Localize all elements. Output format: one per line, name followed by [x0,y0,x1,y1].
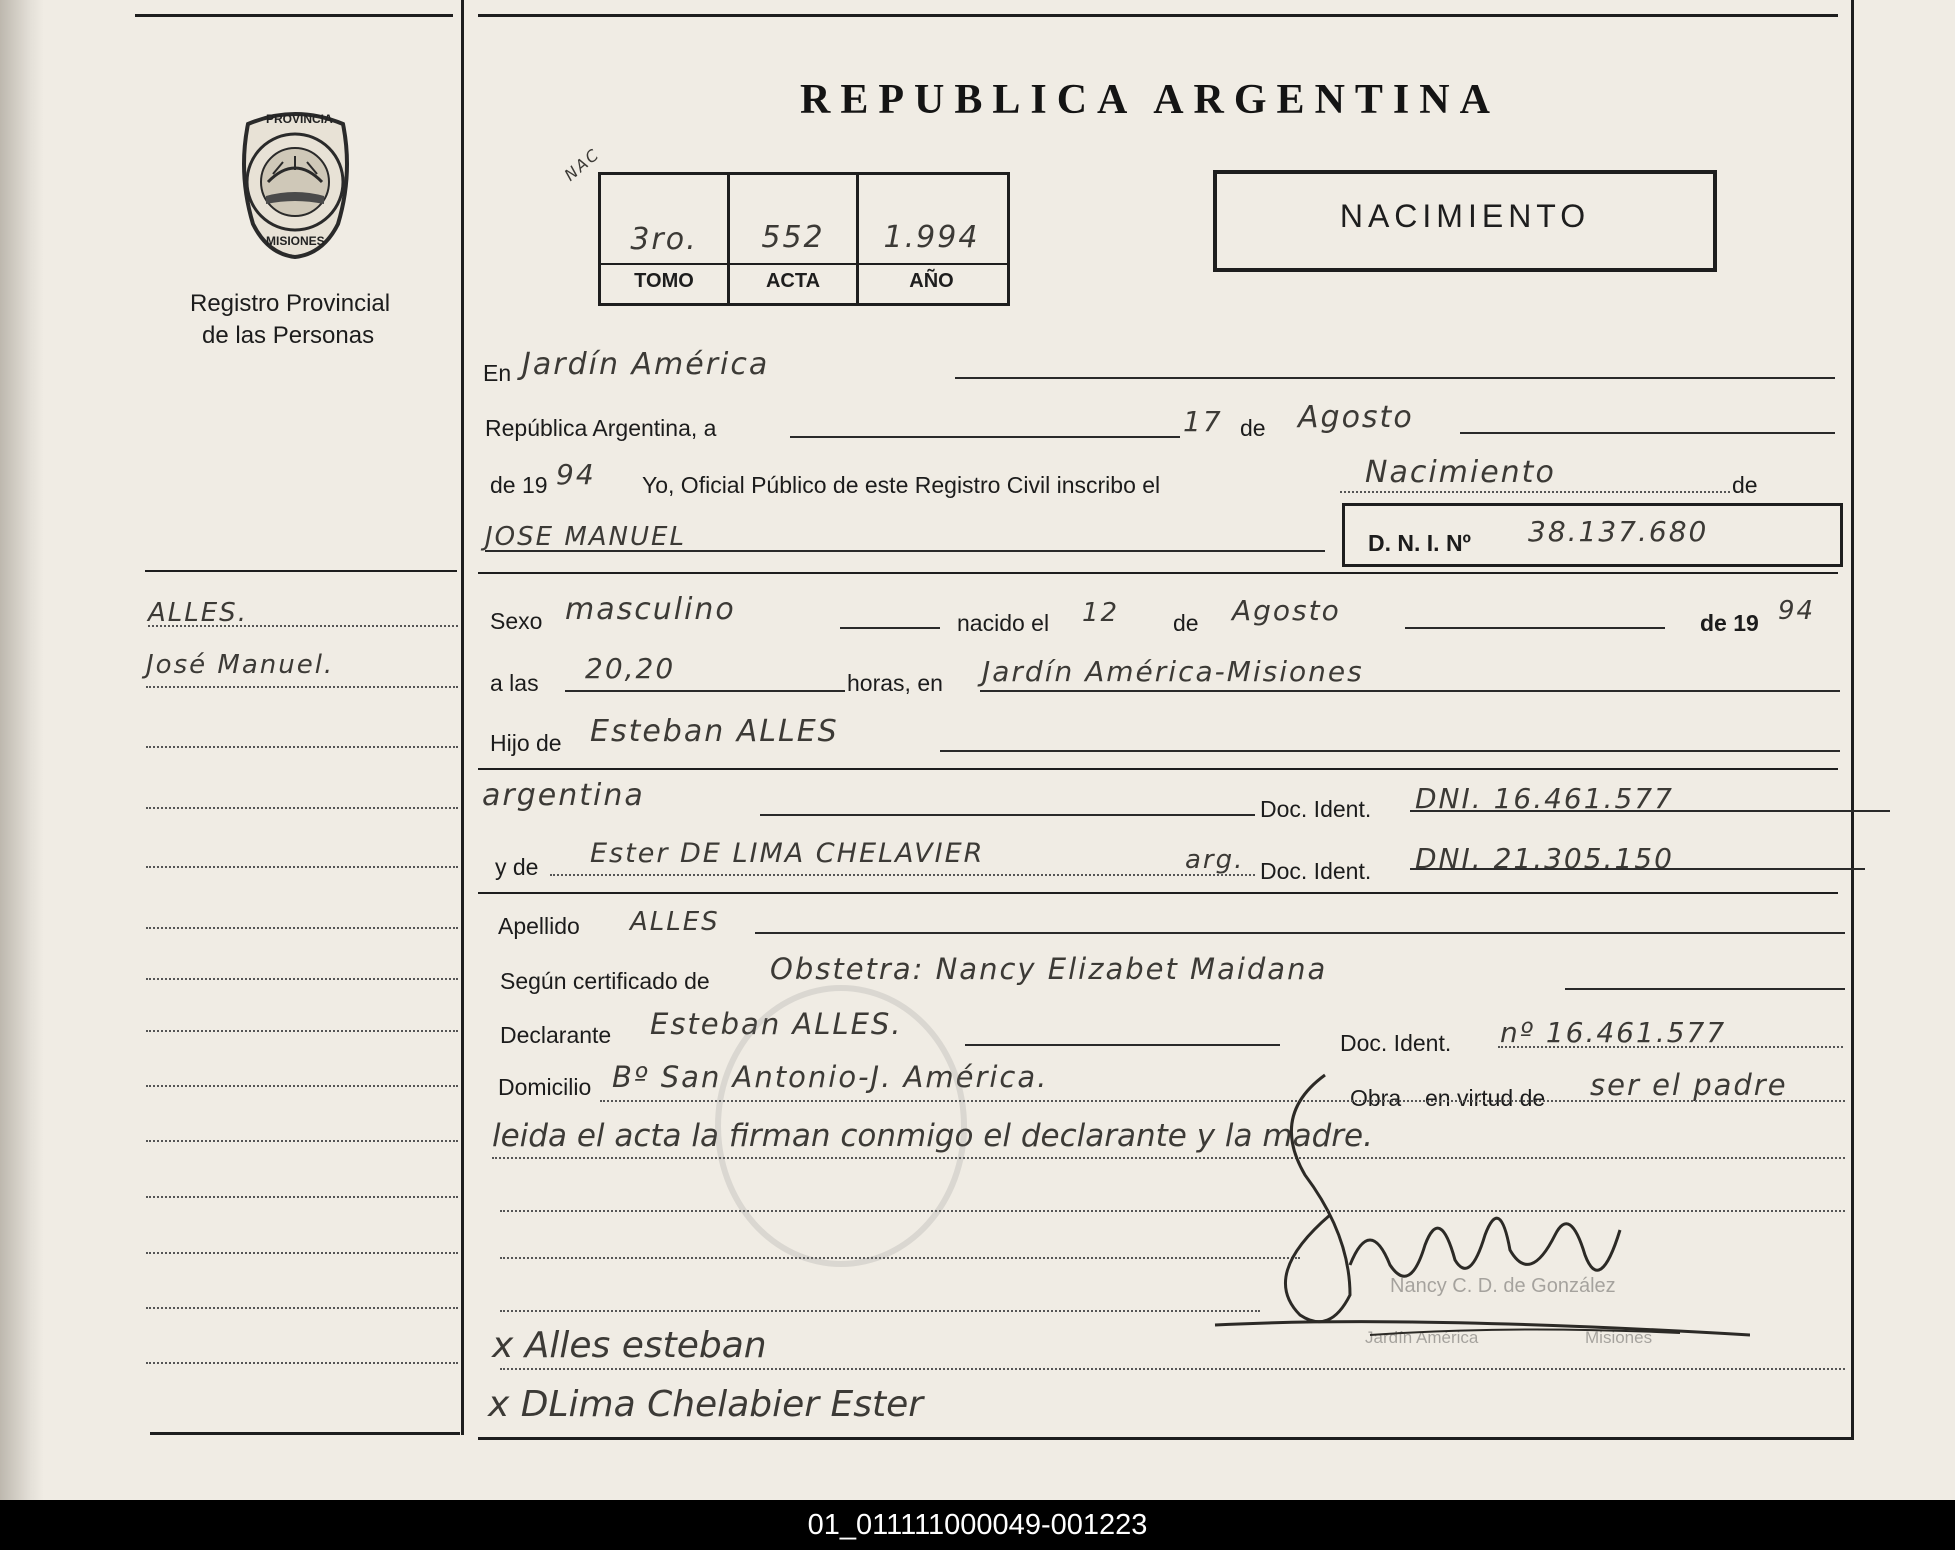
horas-en-label: horas, en [847,670,943,696]
certificate-line [1565,988,1845,990]
day-line [790,436,1180,438]
column-divider [461,0,464,1435]
dni-value: 38.137.680 [1528,515,1709,548]
father-nationality: argentina [482,778,645,813]
mother-doc: DNI. 21.305.150 [1415,842,1674,875]
birth-time: 20,20 [585,652,676,685]
blank-line-2 [500,1257,1300,1259]
bottom-rule-left [150,1432,460,1435]
mother-name: Ester DE LIMA CHELAVIER [590,838,985,869]
year-suffix: 94 [556,458,596,491]
father-doc-line [1410,810,1890,812]
apellido-label: Apellido [498,913,580,939]
child-name-line [485,550,1325,552]
acta-label: ACTA [765,270,821,292]
birth-time-line [565,690,845,692]
margin-line-4 [146,807,458,809]
margin-line-9 [146,1085,458,1087]
margin-line-11 [146,1196,458,1198]
birth-month: Agosto [1232,594,1341,627]
de-label-2: de [1732,472,1758,498]
en-virtud-label: en virtud de [1425,1085,1546,1111]
birth-place: Jardín América-Misiones [982,655,1364,688]
yo-oficial-text: Yo, Oficial Público de este Registro Civil inscribo el [642,472,1161,498]
sexo-value: masculino [565,592,736,627]
inscription-line [1340,491,1730,493]
book-spine-shadow [0,0,44,1500]
margin-line-6 [146,927,458,929]
y-de-label: y de [495,854,539,880]
stamp-line-1: Nancy C. D. de González [1390,1275,1616,1297]
sexo-line [840,627,940,629]
place-value: Jardín América [522,347,770,382]
row-rule-a [478,572,1838,574]
round-stamp [715,985,967,1267]
right-border [1851,0,1854,1440]
margin-line-2 [146,686,458,688]
margin-line-13 [146,1307,458,1309]
mother-nationality: arg. [1185,845,1245,875]
republica-label: República Argentina, a [485,415,717,441]
doc-ident-label-1: Doc. Ident. [1260,796,1372,822]
file-id: 01_011111000049-001223 [807,1509,1148,1541]
de-label-1: de [1240,415,1266,441]
signature-2: x DLima Chelabier Ester [488,1384,924,1425]
margin-line-10 [146,1140,458,1142]
father-doc: DNI. 16.461.577 [1415,782,1674,815]
closing-text: leida el acta la firman conmigo el declarante y la madre. [492,1118,1373,1154]
blank-line-3 [500,1310,1260,1312]
place-line [955,377,1835,379]
bottom-rule-right [478,1437,1853,1440]
declarante-value: Esteban ALLES. [650,1007,903,1041]
day-value: 17 [1183,405,1223,438]
father-name-line [940,750,1840,752]
child-name: JOSE MANUEL [485,522,686,552]
birth-month-line [1405,627,1665,629]
en-virtud-value: ser el padre [1590,1068,1788,1102]
obra-label: Obra [1350,1085,1402,1111]
official-signature [1210,1035,1750,1395]
declarante-doc: nº 16.461.577 [1500,1016,1727,1049]
hijo-de-label: Hijo de [490,730,562,756]
margin-line-12 [146,1252,458,1254]
dni-label: D. N. I. Nº [1368,530,1471,556]
province-seal [228,104,363,259]
stamp-line-3: Misiones [1585,1328,1653,1347]
apellido-value: ALLES [630,907,720,937]
margin-given-names: José Manuel. [146,650,335,680]
inscription-type: Nacimiento [1365,455,1556,490]
margin-line-7 [146,978,458,980]
top-rule-right [478,14,1838,17]
margin-line-8 [146,1030,458,1032]
margin-separator [145,570,457,572]
note-mark: NAC [560,144,604,185]
doc-ident-label-2: Doc. Ident. [1260,858,1372,884]
margin-surname: ALLES. [148,598,248,628]
seal-bottom-text: MISIONES [266,234,325,248]
doc-ident-label-3: Doc. Ident. [1340,1030,1452,1056]
file-id-bar [0,1500,1955,1550]
month-line [1460,432,1835,434]
nacido-label: nacido el [957,610,1050,636]
acta-value: 552 [761,220,825,255]
margin-line-1 [148,625,458,627]
stamp-line-2: Jardín América [1365,1328,1479,1347]
birth-place-line [980,690,1840,692]
domicilio-label: Domicilio [498,1074,592,1100]
domicilio-value: Bº San Antonio-J. América. [612,1060,1049,1094]
sexo-label: Sexo [490,608,543,634]
tomo-label: TOMO [634,270,694,292]
tomo-value: 3ro. [630,222,698,257]
father-nationality-line [760,814,1255,816]
margin-line-5 [146,866,458,868]
year-prefix: de 19 [490,472,548,498]
mother-line [550,874,1255,876]
mother-doc-line [1410,868,1865,870]
father-name: Esteban ALLES [590,714,839,749]
margin-line-14 [146,1362,458,1364]
de-19-label: de 19 [1700,610,1759,636]
signature-1: x Alles esteban [492,1325,767,1366]
a-las-label: a las [490,670,539,696]
row-rule-c [478,892,1838,894]
en-label: En [483,360,512,386]
declarante-label: Declarante [500,1022,612,1048]
registry-line-2: de las Personas [202,322,375,349]
margin-line-3 [146,746,458,748]
ano-value: 1.994 [883,220,980,255]
doc-type-label: NACIMIENTO [1339,198,1591,234]
registry-line-1: Registro Provincial [190,290,391,317]
top-rule-left [135,14,453,17]
page-title: REPUBLICA ARGENTINA [800,77,1500,123]
birth-day: 12 [1082,598,1120,628]
month-value: Agosto [1298,400,1414,435]
certificate-value: Obstetra: Nancy Elizabet Maidana [770,952,1328,986]
row-rule-b [478,768,1838,770]
segun-label: Según certificado de [500,968,710,994]
birth-year-suffix: 94 [1778,596,1816,626]
apellido-line [755,932,1845,934]
seal-top-text: PROVINCIA [266,112,333,126]
de-label-3: de [1173,610,1199,636]
record-box-label-rule [601,263,1007,265]
ano-label: AÑO [909,270,954,292]
